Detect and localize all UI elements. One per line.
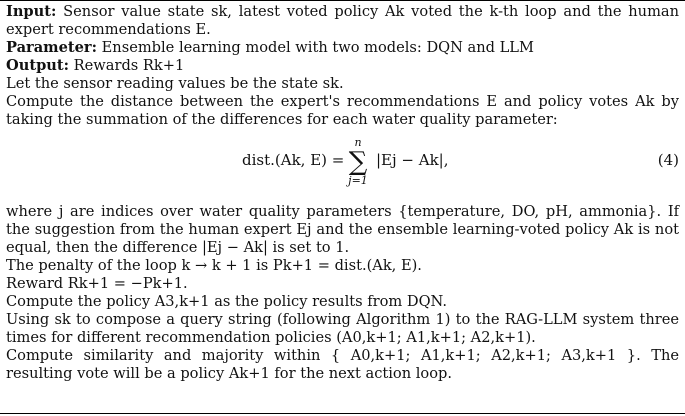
input-label: Input: [6, 3, 57, 20]
equation-number: (4) [657, 151, 679, 169]
algorithm-content [6, 3, 679, 383]
output-line [6, 57, 679, 75]
output-label: Output: [6, 57, 70, 74]
equation-4 [6, 137, 679, 193]
parameter-text: Ensemble learning model with two models: DQN and LLM [101, 39, 534, 56]
sigma-glyph: ∑ [348, 147, 368, 177]
summation-symbol [346, 137, 370, 187]
output-text: Rewards Rk+1 [73, 57, 185, 74]
equation-rhs: |Ej − Ak|, [376, 151, 449, 169]
sum-upper: n [354, 136, 362, 149]
equation-lhs: dist.(Ak, E) = [242, 151, 345, 169]
step-reward: Reward Rk+1 = −Pk+1. [6, 275, 188, 292]
step-indices: where j are indices over water quality parameters {temperature, DO, pH, ammonia}. If the suggestion from the human expert Ej and the ensemble learning-voted policy Ak is not equal, then the difference |Ej − Ak| is set to 1. [6, 203, 679, 256]
input-text: Sensor value state sk, latest voted policy Ak voted the k-th loop and the human expert recommendations E. [6, 3, 680, 38]
step-state: Let the sensor reading values be the state sk. [6, 75, 344, 92]
bottom-rule [0, 413, 685, 414]
step-distance: Compute the distance between the expert's recommendations E and policy votes Ak by taking the summation of the differences for each water quality parameter: [6, 93, 679, 128]
step-penalty: The penalty of the loop k → k + 1 is Pk+1 = dist.(Ak, E). [6, 257, 422, 274]
input-line [6, 3, 679, 39]
step-rag-llm-query: Using sk to compose a query string (following Algorithm 1) to the RAG-LLM system three times for different recommendation policies (A0,k+1; A1,k+1; A2,k+1). [6, 311, 679, 346]
parameter-line [6, 39, 679, 57]
parameter-label: Parameter: [6, 39, 98, 56]
sum-lower: j=1 [348, 174, 368, 187]
step-majority-vote: Compute similarity and majority within { A0,k+1; A1,k+1; A2,k+1; A3,k+1 }. The resulting vote will be a policy Ak+1 for the next action loop. [6, 347, 679, 382]
top-rule [0, 0, 685, 1]
step-dqn-policy: Compute the policy A3,k+1 as the policy results from DQN. [6, 293, 448, 310]
